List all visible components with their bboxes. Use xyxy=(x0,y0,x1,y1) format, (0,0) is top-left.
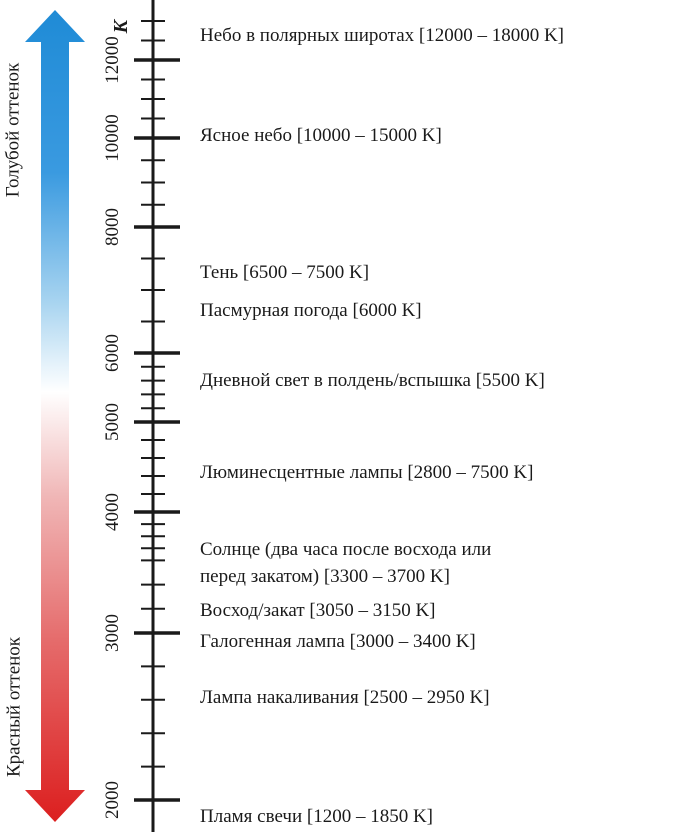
blue-tint-label: Голубой оттенок xyxy=(2,62,24,198)
tick-label-4000: 4000 xyxy=(102,493,123,531)
source-line: Лампа накаливания [2500 – 2950 K] xyxy=(200,687,490,708)
source-line: Люминесцентные лампы [2800 – 7500 K] xyxy=(200,462,534,483)
source-polar-sky xyxy=(200,22,564,49)
source-sunrise-sunset xyxy=(200,597,436,624)
source-line: Галогенная лампа [3000 – 3400 K] xyxy=(200,631,476,652)
source-clear-sky xyxy=(200,122,442,149)
source-line: Восход/закат [3050 – 3150 K] xyxy=(200,600,436,621)
source-line: Пасмурная погода [6000 K] xyxy=(200,300,422,321)
source-line: Небо в полярных широтах [12000 – 18000 K] xyxy=(200,25,565,46)
source-overcast xyxy=(200,297,422,324)
temperature-gradient-arrow xyxy=(25,10,85,822)
source-shade xyxy=(200,259,369,286)
unit-label: K xyxy=(110,20,132,34)
source-line: Пламя свечи [1200 – 1850 K] xyxy=(200,806,434,827)
source-fluorescent xyxy=(200,459,533,486)
source-line: Ясное небо [10000 – 15000 K] xyxy=(200,125,442,146)
tick-label-10000: 10000 xyxy=(102,114,123,162)
source-daylight-flash xyxy=(200,367,545,394)
source-sun-low xyxy=(200,536,491,590)
source-incandescent xyxy=(200,684,490,711)
tick-label-3000: 3000 xyxy=(102,614,123,652)
tick-label-5000: 5000 xyxy=(102,403,123,441)
source-halogen xyxy=(200,628,476,655)
tick-label-2000: 2000 xyxy=(102,781,123,819)
tick-label-8000: 8000 xyxy=(102,208,123,246)
source-line: Тень [6500 – 7500 K] xyxy=(200,262,370,283)
source-candle xyxy=(200,803,433,830)
tick-label-12000: 12000 xyxy=(102,36,123,84)
source-line: Солнце (два часа после восхода или xyxy=(200,539,492,560)
red-tint-label: Красный оттенок xyxy=(3,636,25,778)
source-line: перед закатом) [3300 – 3700 K] xyxy=(200,566,450,587)
tick-label-6000: 6000 xyxy=(102,334,123,372)
source-line: Дневной свет в полдень/вспышка [5500 K] xyxy=(200,370,545,391)
scale-tick-labels xyxy=(102,36,123,819)
scale-ticks xyxy=(134,21,180,800)
